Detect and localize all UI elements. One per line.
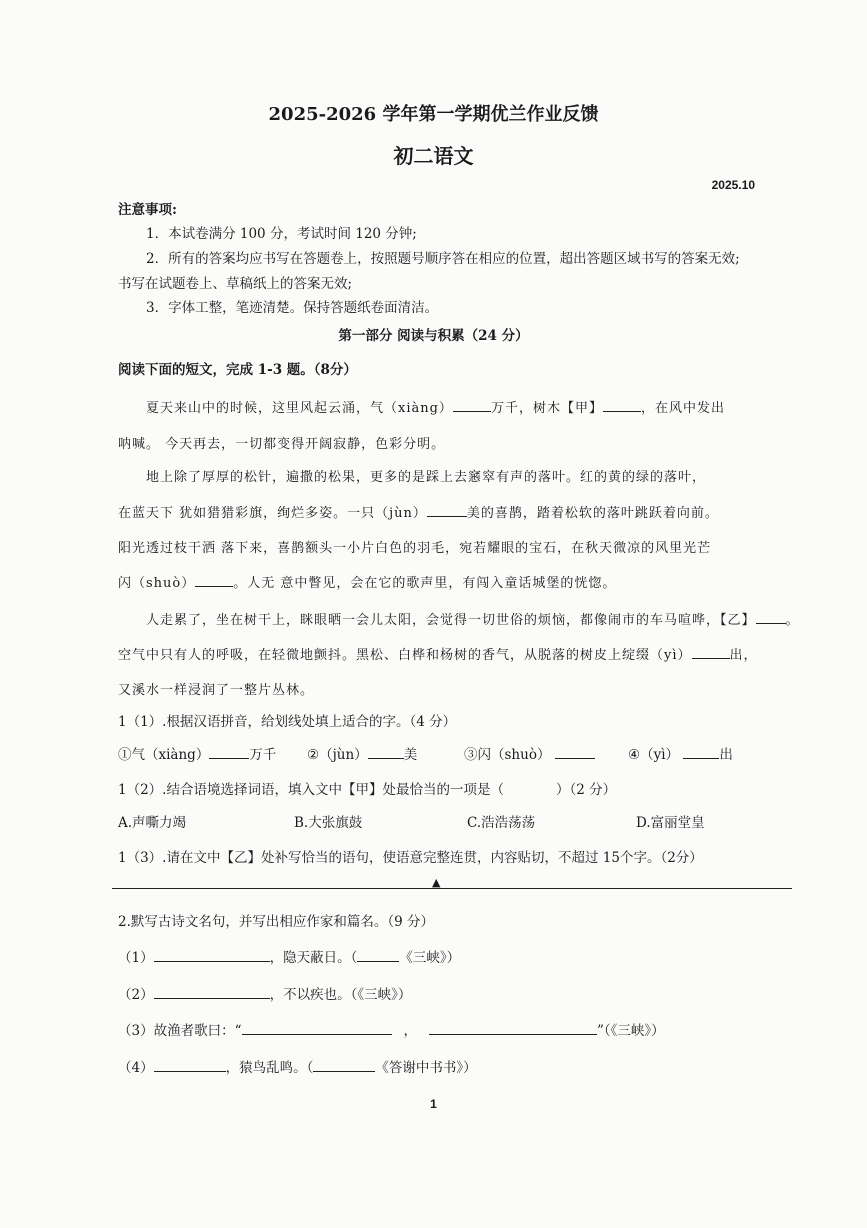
question-1-2	[118, 778, 616, 798]
passage-text: 夏天来山中的时候，这里风起云涌，气（xiàng）	[146, 401, 453, 416]
answer-blank[interactable]	[242, 1022, 392, 1035]
question-2: 2.默写古诗文名句，并写出相应作家和篇名。（9 分）	[118, 914, 435, 930]
passage-line	[118, 502, 719, 521]
note-item-1: 1．本试卷满分 100 分，考试时间 120 分钟;	[146, 226, 417, 242]
question-text: 1（2）.结合语境选择词语，填入文中【甲】处最恰当的一项是（	[118, 782, 504, 798]
q2-item-4	[118, 1056, 477, 1076]
exam-subject: 初二语文	[393, 144, 474, 168]
exam-title: 2025-2026 学年第一学期优兰作业反馈	[268, 104, 599, 125]
option-text: ①气（xiàng）	[118, 747, 210, 763]
answer-blank[interactable]	[209, 746, 249, 759]
answer-blank[interactable]	[313, 1059, 375, 1072]
q1-1-option-2	[307, 743, 417, 763]
passage-text: 出，	[729, 648, 758, 663]
passage-text: 。人无 意中瞥见，会在它的歌声里，有闯入童话城堡的恍惚。	[233, 576, 617, 591]
question-1-3: 1（3）.请在文中【乙】处补写恰当的语句，使语意完整连贯，内容贴切，不超过 15个字。（2分）	[118, 850, 703, 866]
item-text: 《答谢中书书》）	[375, 1060, 477, 1076]
option-text: 出	[719, 747, 733, 763]
passage-line: 阳光透过枝干洒 落下来，喜鹊额头一小片白色的羽毛，宛若耀眼的宝石，在秋天微凉的风里光芒	[118, 541, 712, 556]
passage-line: 地上除了厚厚的松针，遍撒的松果，更多的是踩上去窸窣有声的落叶。红的黄的绿的落叶，	[146, 470, 707, 485]
passage-line: 又溪水一样浸润了一整片丛林。	[118, 683, 315, 698]
passage-line: 呐喊。 今天再去，一切都变得开阔寂静，色彩分明。	[118, 437, 446, 452]
question-text: ）（2 分）	[555, 782, 617, 798]
answer-blank[interactable]	[368, 746, 404, 759]
passage-line	[146, 609, 800, 628]
item-text: ，猿鸟乱鸣。（	[225, 1060, 314, 1076]
answer-blank[interactable]	[154, 949, 270, 962]
item-text: （1）	[118, 950, 154, 966]
item-text: （2）	[118, 987, 154, 1003]
answer-blank	[756, 611, 786, 624]
passage-line	[118, 572, 616, 591]
passage-text: 万千，树木【甲】	[490, 401, 603, 416]
passage-text: 。	[785, 613, 800, 628]
passage-text: ，在风中发出	[640, 401, 725, 416]
exam-date: 2025.10	[711, 178, 755, 192]
option-text: ③闪（shuò）	[464, 747, 551, 763]
passage-text: 在蓝天下 犹如猎猎彩旗，绚烂多姿。一只（jùn）	[118, 506, 427, 521]
answer-blank[interactable]	[429, 1022, 597, 1035]
passage-text: 空气中只有人的呼吸，在轻微地颤抖。黑松、白桦和杨树的香气，从脱落的树皮上绽缀（yì）	[118, 648, 692, 663]
passage-text: 人走累了，坐在树干上，眯眼晒一会儿太阳，会觉得一切世俗的烦恼，都像闹市的车马喧哗，【乙】	[146, 613, 756, 628]
item-text: ，不以疾也。（《三峡》）	[269, 987, 412, 1003]
passage-text: 闪（shuò）	[118, 576, 196, 591]
item-text: ，隐天蔽日。（	[269, 950, 358, 966]
item-text: ，	[403, 1023, 417, 1039]
note-item-3: 3．字体工整，笔迹清楚。保持答题纸卷面清洁。	[146, 300, 439, 316]
answer-blank[interactable]	[154, 1059, 226, 1072]
option-text: ④（yì）	[628, 747, 680, 763]
q1-1-option-1	[118, 743, 276, 763]
answer-blank	[195, 574, 233, 587]
answer-blank	[453, 399, 491, 412]
q2-item-1	[118, 946, 460, 966]
q1-1-option-4	[628, 743, 733, 763]
choice-a[interactable]: A.声嘶力竭	[118, 815, 187, 831]
note-item-2: 2．所有的答案均应书写在答题卷上，按照题号顺序答在相应的位置，超出答题区域书写的答案无效;	[146, 251, 740, 267]
q2-item-3	[118, 1019, 665, 1039]
notes-heading: 注意事项:	[118, 202, 177, 218]
answer-blank	[692, 646, 730, 659]
answer-blank[interactable]	[555, 746, 595, 759]
answer-blank[interactable]	[357, 949, 399, 962]
answer-blank[interactable]	[683, 746, 719, 759]
note-item-2-cont: 书写在试题卷上、草稿纸上的答案无效;	[118, 276, 353, 292]
question-1-1: 1（1）.根据汉语拼音，给划线处填上适合的字。（4 分）	[118, 714, 457, 730]
q2-item-2	[118, 983, 411, 1003]
option-text: 美	[403, 747, 418, 763]
option-text: 万千	[249, 747, 277, 763]
choice-b[interactable]: B.大张旗鼓	[294, 815, 363, 831]
section-divider	[112, 888, 792, 889]
answer-blank[interactable]	[154, 986, 270, 999]
option-text: ②（jùn）	[307, 747, 368, 763]
choice-d[interactable]: D.富丽堂皇	[636, 815, 705, 831]
triangle-marker-icon: ▲	[432, 876, 441, 889]
item-text: （3）故渔者歌曰：“	[118, 1023, 242, 1039]
answer-blank	[603, 399, 641, 412]
passage-text: 美的喜鹊，踏着松软的落叶跳跃着向前。	[466, 506, 719, 521]
page-number: 1	[430, 1097, 437, 1111]
passage-line	[118, 644, 758, 663]
passage-line	[146, 397, 725, 416]
part1-heading: 第一部分 阅读与积累（24 分）	[338, 328, 529, 344]
answer-blank	[427, 504, 467, 517]
item-text: 《三峡》）	[399, 950, 461, 966]
choice-c[interactable]: C.浩浩荡荡	[467, 815, 536, 831]
item-text: ”（《三峡》）	[597, 1023, 665, 1039]
item-text: （4）	[118, 1060, 154, 1076]
part1-instruction: 阅读下面的短文，完成 1-3 题。（8分）	[118, 362, 357, 378]
q1-1-option-3	[464, 743, 595, 763]
